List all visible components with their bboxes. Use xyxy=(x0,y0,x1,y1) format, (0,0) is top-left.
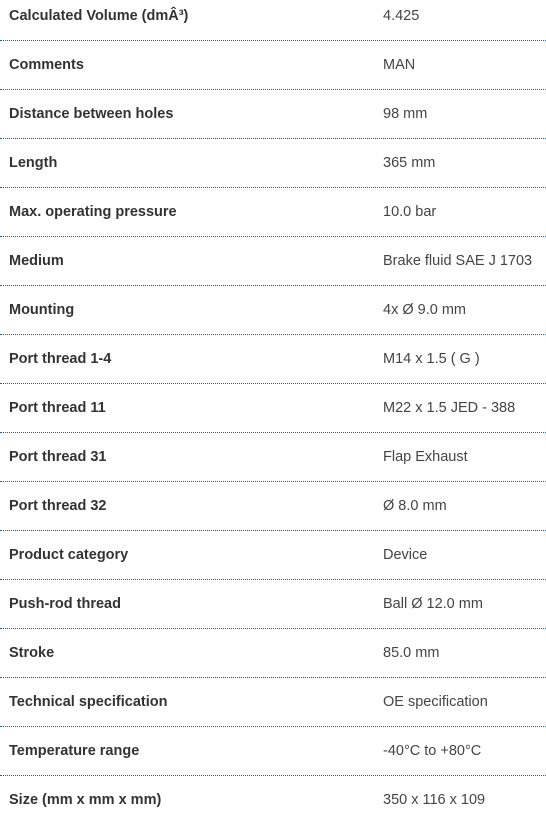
spec-label: Technical specification xyxy=(9,694,168,710)
spec-row-push-rod-thread xyxy=(0,580,546,629)
spec-row-mounting xyxy=(0,286,546,335)
spec-row-length xyxy=(0,139,546,188)
spec-row-product-category xyxy=(0,531,546,580)
spec-value: 85.0 mm xyxy=(383,645,440,661)
spec-value: MAN xyxy=(383,57,416,73)
spec-label: Stroke xyxy=(9,645,55,661)
spec-row-technical-specification xyxy=(0,678,546,727)
spec-label: Port thread 1-4 xyxy=(9,351,112,367)
spec-label: Product category xyxy=(9,547,129,563)
spec-row-calculated-volume xyxy=(0,0,546,41)
spec-value: Ø 8.0 mm xyxy=(383,498,447,514)
spec-value: Brake fluid SAE J 1703 xyxy=(383,253,533,269)
spec-label: Max. operating pressure xyxy=(9,204,177,220)
spec-label: Calculated Volume (dmÂ³) xyxy=(9,8,189,24)
spec-label: Size (mm x mm x mm) xyxy=(9,792,162,808)
spec-label: Comments xyxy=(9,57,84,73)
spec-value: 4.425 xyxy=(383,8,420,24)
spec-label: Port thread 32 xyxy=(9,498,107,514)
spec-row-distance-between-holes xyxy=(0,90,546,139)
spec-value: M14 x 1.5 ( G ) xyxy=(383,351,480,367)
spec-row-temperature-range xyxy=(0,727,546,776)
spec-label: Port thread 11 xyxy=(9,400,106,416)
spec-value: Flap Exhaust xyxy=(383,449,468,465)
spec-value: M22 x 1.5 JED - 388 xyxy=(383,400,516,416)
spec-label: Temperature range xyxy=(9,743,140,759)
spec-value: 10.0 bar xyxy=(383,204,437,220)
spec-value: 350 x 116 x 109 xyxy=(383,792,486,808)
spec-value: Ball Ø 12.0 mm xyxy=(383,596,483,612)
spec-value: 365 mm xyxy=(383,155,436,171)
spec-value: Device xyxy=(383,547,428,563)
spec-row-port-thread-11 xyxy=(0,384,546,433)
spec-value: 98 mm xyxy=(383,106,428,122)
spec-value: 4x Ø 9.0 mm xyxy=(383,302,466,318)
spec-value: -40°C to +80°C xyxy=(383,743,482,759)
spec-label: Push-rod thread xyxy=(9,596,121,612)
spec-row-stroke xyxy=(0,629,546,678)
spec-row-medium xyxy=(0,237,546,286)
spec-row-port-thread-32 xyxy=(0,482,546,531)
spec-label: Distance between holes xyxy=(9,106,174,122)
spec-label: Medium xyxy=(9,253,64,269)
spec-row-port-thread-1-4 xyxy=(0,335,546,384)
spec-label: Mounting xyxy=(9,302,75,318)
spec-label: Port thread 31 xyxy=(9,449,107,465)
spec-value: OE specification xyxy=(383,694,488,710)
spec-label: Length xyxy=(9,155,58,171)
spec-row-max-operating-pressure xyxy=(0,188,546,237)
spec-row-port-thread-31 xyxy=(0,433,546,482)
spec-row-comments xyxy=(0,41,546,90)
